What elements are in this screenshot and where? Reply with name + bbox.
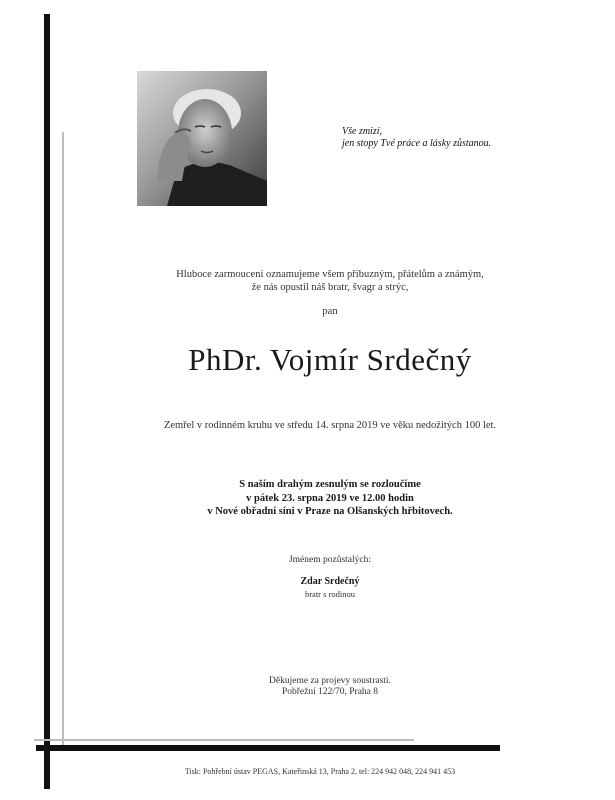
border-horizontal-thin bbox=[34, 739, 414, 741]
memorial-quote bbox=[342, 126, 592, 150]
border-horizontal-thick bbox=[36, 745, 500, 751]
portrait-photo bbox=[137, 71, 267, 206]
print-info: Tisk: Pohřební ústav PEGAS, Kateřinská 13, Praha 2, tel: 224 942 048, 224 941 453 bbox=[184, 767, 456, 776]
thanks-note bbox=[70, 676, 590, 698]
survivors-name: Zdar Srdečný bbox=[300, 576, 360, 587]
thanks-address: Pobřežní 122/70, Praha 8 bbox=[281, 687, 379, 697]
ceremony-line-2: v pátek 23. srpna 2019 ve 12.00 hodin bbox=[246, 492, 414, 504]
border-vertical-thick bbox=[44, 14, 50, 789]
deceased-name: PhDr. Vojmír Srdečný bbox=[188, 342, 472, 377]
quote-line-1: Vše zmizí, bbox=[342, 126, 382, 137]
survivors-label: Jménem pozůstalých: bbox=[288, 555, 372, 565]
thanks-line-1: Děkujeme za projevy soustrasti. bbox=[269, 676, 391, 686]
survivors-relation: bratr s rodinou bbox=[304, 589, 356, 599]
ceremony-line-3: v Nové obřadní síni v Praze na Olšanských hřbitovech. bbox=[207, 506, 453, 517]
border-vertical-thin bbox=[62, 132, 64, 750]
quote-line-2: jen stopy Tvé práce a lásky zůstanou. bbox=[342, 138, 492, 149]
ceremony-info bbox=[70, 478, 590, 519]
announcement-line-1: Hluboce zarmouceni oznamujeme všem příbuzným, přátelům a známým, bbox=[176, 269, 484, 280]
ceremony-line-1: S naším drahým zesnulým se rozloučíme bbox=[239, 479, 421, 490]
announcement bbox=[70, 268, 590, 294]
death-notice: Zemřel v rodinném kruhu ve středu 14. srpna 2019 ve věku nedožitých 100 let. bbox=[163, 420, 497, 431]
portrait-photo-icon bbox=[137, 71, 267, 206]
salutation: pan bbox=[322, 306, 338, 317]
announcement-line-2: že nás opustil náš bratr, švagr a strýc, bbox=[251, 282, 409, 293]
